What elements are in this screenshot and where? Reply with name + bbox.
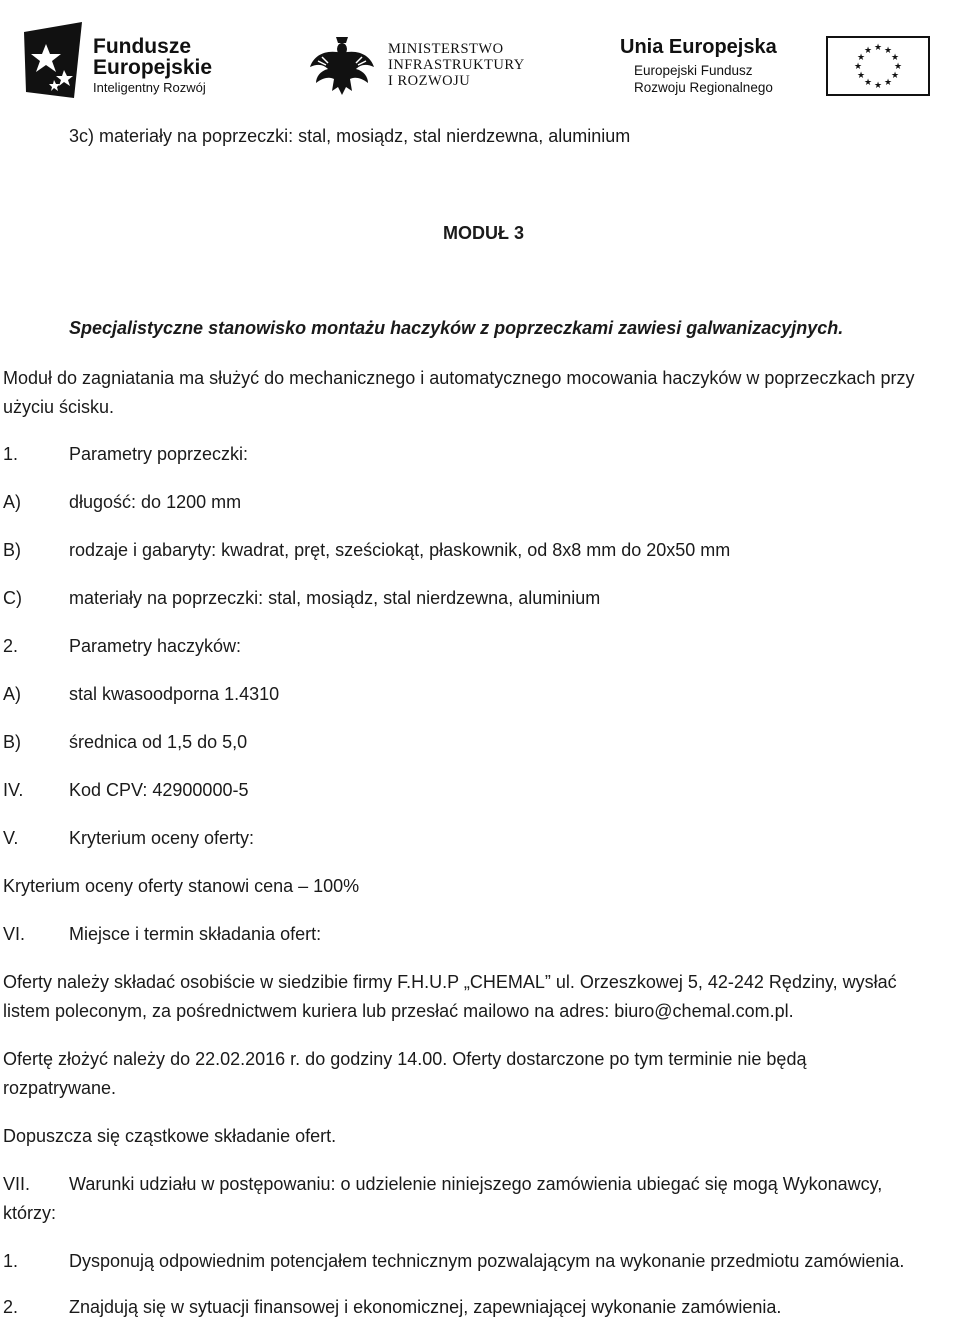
section-1-title: Parametry poprzeczki: bbox=[69, 444, 249, 464]
module-description-line2: użyciu ścisku. bbox=[3, 397, 115, 417]
evaluation-criterion: Kryterium oceny oferty stanowi cena – 100% bbox=[3, 876, 360, 896]
section-7-title: Warunki udziału w postępowaniu: o udzielenie niniejszego zamówienia ubiegać się mogą Wykonawcy, bbox=[69, 1174, 883, 1194]
fe-logo-line2: Europejskie bbox=[93, 56, 213, 79]
section-5-title: Kryterium oceny oferty: bbox=[69, 828, 255, 848]
svg-text:★: ★ bbox=[890, 53, 900, 63]
list-item-text: Dysponują odpowiednim potencjałem technicznym pozwalającym na wykonanie przedmiotu zamówienia. bbox=[69, 1251, 905, 1271]
section-1-number: 1. bbox=[3, 444, 19, 464]
ministry-logo-line2: INFRASTRUKTURY bbox=[388, 57, 525, 73]
list-item-text: Znajdują się w sytuacji finansowej i ekonomicznej, zapewniającej wykonanie zamówienia. bbox=[69, 1297, 782, 1317]
section-4-number: IV. bbox=[3, 780, 24, 800]
ministry-logo-line3: I ROZWOJU bbox=[388, 73, 471, 89]
module-description-line1: Moduł do zagniatania ma służyć do mechanicznego i automatycznego mocowania haczyków w poprzeczkach przy bbox=[3, 368, 915, 388]
list-item-text: rodzaje i gabaryty: kwadrat, pręt, sześciokąt, płaskownik, od 8x8 mm do 20x50 mm bbox=[69, 540, 731, 560]
list-item-label: A) bbox=[3, 492, 21, 512]
list-item-label: 2. bbox=[3, 1297, 19, 1317]
section-2-title: Parametry haczyków: bbox=[69, 636, 242, 656]
section-6-number: VI. bbox=[3, 924, 26, 944]
section-6-title: Miejsce i termin składania ofert: bbox=[69, 924, 322, 944]
svg-text:★: ★ bbox=[856, 53, 866, 63]
svg-text:★: ★ bbox=[863, 78, 873, 88]
cpv-code: Kod CPV: 42900000-5 bbox=[69, 780, 249, 800]
offer-submission-line1: Oferty należy składać osobiście w siedzibie firmy F.H.U.P „CHEMAL” ul. Orzeszkowej 5, 42-242 Rędziny, wysłać bbox=[3, 972, 897, 992]
section-7-continuation: którzy: bbox=[3, 1203, 57, 1223]
section-5-number: V. bbox=[3, 828, 19, 848]
eagle-emblem-icon bbox=[308, 33, 376, 101]
section-2-number: 2. bbox=[3, 636, 19, 656]
svg-text:★: ★ bbox=[873, 43, 883, 53]
svg-text:★: ★ bbox=[893, 62, 903, 72]
fe-logo-line3: Inteligentny Rozwój bbox=[93, 80, 206, 95]
intro-line: 3c) materiały na poprzeczki: stal, mosiądz, stal nierdzewna, aluminium bbox=[69, 126, 631, 146]
module-subtitle: Specjalistyczne stanowisko montażu haczyków z poprzeczkami zawiesi galwanizacyjnych. bbox=[69, 318, 844, 338]
offer-submission-line2: listem poleconym, za pośrednictwem kuriera lub przesłać mailowo na adres: biuro@chemal.com.pl. bbox=[3, 1001, 794, 1021]
list-item-text: stal kwasoodporna 1.4310 bbox=[69, 684, 280, 704]
svg-text:★: ★ bbox=[883, 78, 893, 88]
partial-offers-note: Dopuszcza się cząstkowe składanie ofert. bbox=[3, 1126, 337, 1146]
svg-text:★: ★ bbox=[883, 46, 893, 56]
svg-text:★: ★ bbox=[863, 46, 873, 56]
list-item-label: 1. bbox=[3, 1251, 19, 1271]
offer-deadline-line2: rozpatrywane. bbox=[3, 1078, 117, 1098]
svg-text:★: ★ bbox=[856, 71, 866, 81]
eu-logo-line3: Rozwoju Regionalnego bbox=[634, 80, 773, 95]
eu-flag-icon bbox=[826, 36, 930, 96]
list-item-label: A) bbox=[3, 684, 21, 704]
svg-text:★: ★ bbox=[873, 81, 883, 91]
fe-logo-line1: Fundusze bbox=[93, 35, 191, 58]
ministry-logo-line1: MINISTERSTWO bbox=[388, 41, 504, 57]
list-item-label: C) bbox=[3, 588, 22, 608]
module-title: MODUŁ 3 bbox=[443, 223, 524, 243]
list-item-label: B) bbox=[3, 540, 21, 560]
fe-star-icon bbox=[24, 22, 82, 98]
list-item-text: długość: do 1200 mm bbox=[69, 492, 242, 512]
list-item-text: materiały na poprzeczki: stal, mosiądz, stal nierdzewna, aluminium bbox=[69, 588, 601, 608]
svg-text:★: ★ bbox=[853, 62, 863, 72]
list-item-text: średnica od 1,5 do 5,0 bbox=[69, 732, 248, 752]
eu-logo-title: Unia Europejska bbox=[620, 36, 777, 58]
section-7-number: VII. bbox=[3, 1174, 31, 1194]
offer-deadline-line1: Ofertę złożyć należy do 22.02.2016 r. do godziny 14.00. Oferty dostarczone po tym terminie nie będą bbox=[3, 1049, 807, 1069]
svg-text:★: ★ bbox=[890, 71, 900, 81]
eu-logo-line2: Europejski Fundusz bbox=[634, 63, 753, 78]
list-item-label: B) bbox=[3, 732, 21, 752]
